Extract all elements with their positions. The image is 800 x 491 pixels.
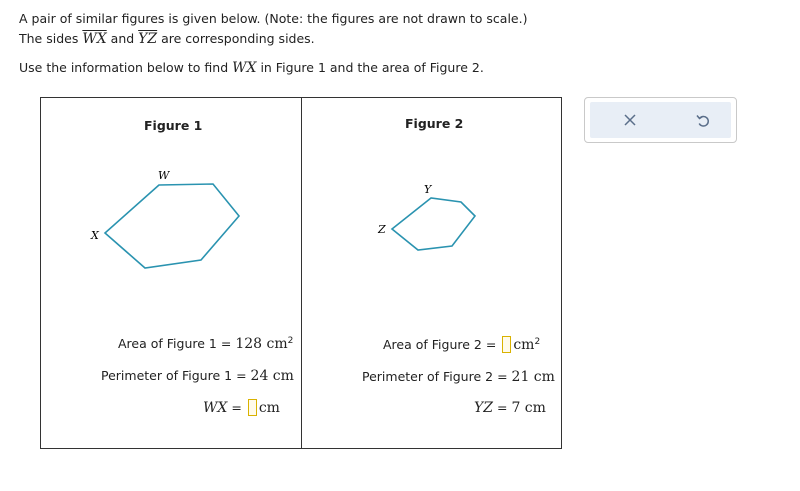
- intro-line-2-suffix: are corresponding sides.: [157, 31, 315, 46]
- figure-2-perimeter-value: 21 cm: [511, 369, 555, 385]
- vertex-w-label: W: [158, 169, 170, 182]
- problem-statement: [19, 9, 527, 49]
- instruction-line: [19, 60, 484, 76]
- undo-button[interactable]: [692, 110, 714, 130]
- wx-label: WX: [203, 400, 228, 416]
- side-yz: $\overline{YZ}$: [138, 31, 158, 47]
- figure-2-perimeter-label: Perimeter of Figure 2: [362, 369, 494, 384]
- vertex-x-label: X: [91, 229, 99, 242]
- figures-panel: [40, 97, 562, 449]
- close-icon: [619, 110, 641, 130]
- answer-toolbar: [584, 97, 737, 143]
- figure-1-area-row: [118, 336, 293, 352]
- equals-sign: =: [231, 400, 242, 415]
- figure-1-shape: [41, 98, 301, 328]
- equals-sign: =: [220, 336, 232, 352]
- area-exponent: 2: [534, 336, 541, 347]
- area-2-answer-input[interactable]: [502, 336, 511, 353]
- wx-answer-row: [203, 399, 280, 416]
- figure-1-polygon: [105, 184, 239, 268]
- undo-icon: [692, 110, 714, 130]
- intro-line-2-prefix: The sides: [19, 31, 83, 46]
- wx-answer-input[interactable]: [248, 399, 257, 416]
- instruction-prefix: Use the information below to find: [19, 60, 233, 75]
- equals-sign: =: [496, 400, 508, 415]
- figure-2-area-label: Area of Figure 2: [383, 337, 482, 352]
- figure-1-title: Figure 1: [144, 118, 203, 133]
- instruction-suffix: in Figure 1 and the area of Figure 2.: [256, 60, 484, 75]
- yz-value: 7 cm: [511, 400, 546, 416]
- figure-2-polygon: [392, 198, 475, 250]
- figure-1-area-label: Area of Figure 1: [118, 336, 217, 352]
- equals-sign: =: [236, 368, 247, 383]
- clear-button[interactable]: [619, 110, 641, 130]
- equals-sign: =: [485, 337, 497, 352]
- toolbar-inner: [590, 102, 731, 138]
- figure-2-area-row: [383, 336, 540, 353]
- figure-2-shape: [302, 98, 562, 328]
- side-wx: $\overline{WX}$: [82, 31, 107, 47]
- area-exponent: 2: [287, 336, 294, 346]
- figure-1-perimeter-row: [101, 368, 294, 384]
- figure-1-perimeter-value: 24 cm: [250, 368, 294, 384]
- vertex-z-label: Z: [378, 223, 386, 236]
- figure-2-title: Figure 2: [405, 116, 464, 131]
- vertex-y-label: Y: [424, 183, 432, 196]
- wx-unit: cm: [258, 400, 280, 416]
- intro-line-2-and: and: [106, 31, 139, 46]
- intro-line-1: A pair of similar figures is given below. (Note: the figures are not drawn to scale.): [19, 11, 528, 26]
- yz-label: YZ: [474, 400, 493, 416]
- figure-2-area-unit: cm: [513, 337, 535, 353]
- figure-2-perimeter-row: [362, 369, 555, 385]
- figure-1-area-value: 128 cm: [235, 336, 288, 353]
- equals-sign: =: [497, 369, 508, 384]
- yz-row: [474, 400, 546, 416]
- instruction-var: WX: [232, 60, 257, 76]
- figure-1-perimeter-label: Perimeter of Figure 1: [101, 368, 233, 383]
- intro-line-2: [19, 29, 527, 49]
